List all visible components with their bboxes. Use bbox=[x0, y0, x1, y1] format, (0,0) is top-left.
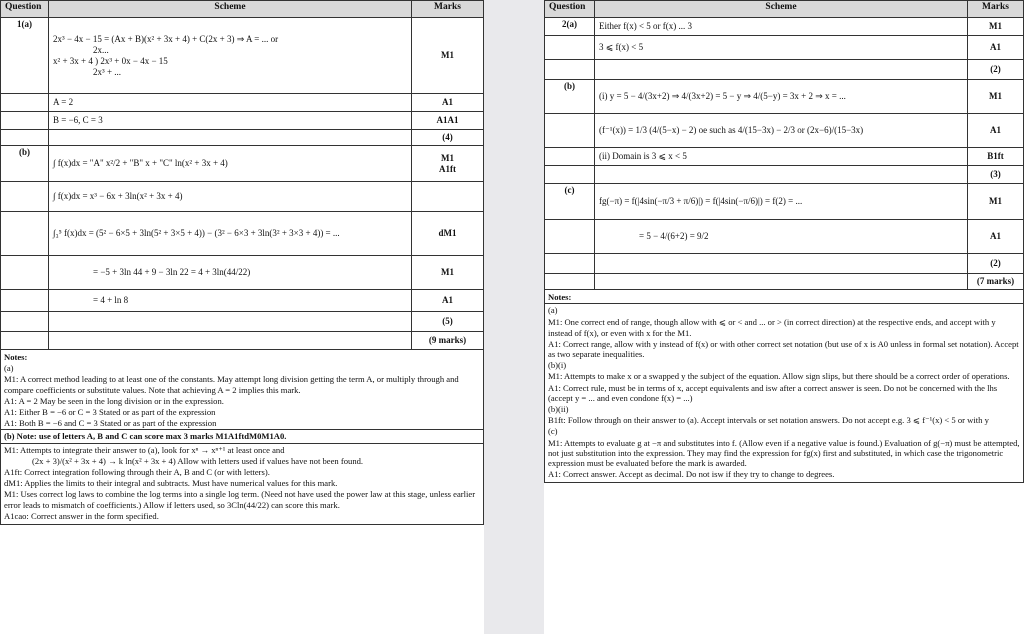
table-row bbox=[1, 18, 484, 94]
table-row bbox=[545, 220, 1024, 254]
note-paragraph: M1: Attempts to make x or a swapped y the subject of the equation. Allow sign slips, but there should be a correct order of operations. bbox=[548, 371, 1010, 382]
question-number bbox=[1, 130, 49, 146]
table-row bbox=[1, 256, 484, 290]
notes-section bbox=[544, 290, 1024, 483]
marks-cell bbox=[412, 182, 484, 212]
note-paragraph: A1ft: Correct integration following through their A, B and C (or with letters). bbox=[4, 467, 270, 478]
note-paragraph: (2x + 3)/(x² + 3x + 4) → k ln(x² + 3x + 4) Allow with letters used if values have not been found. bbox=[32, 455, 364, 466]
note-paragraph: A1: Correct answer. Accept as decimal. Do not isw if they try to change to degrees. bbox=[548, 469, 835, 480]
note-paragraph: (a) bbox=[4, 363, 14, 374]
marks-cell: (3) bbox=[968, 166, 1024, 184]
note-paragraph: A1cao: Correct answer in the form specified. bbox=[4, 510, 159, 521]
scheme-cell bbox=[49, 112, 412, 130]
marks-cell: (2) bbox=[968, 254, 1024, 274]
marks-cell: M1 bbox=[968, 18, 1024, 36]
table-row bbox=[545, 36, 1024, 60]
table-header-row bbox=[1, 1, 484, 18]
note-paragraph: (b)(ii) bbox=[548, 404, 569, 415]
scheme-cell bbox=[49, 18, 412, 94]
scheme-line: ∫₃⁵ f(x)dx = (5² − 6×5 + 3ln(5² + 3×5 + 4)) − (3² − 6×3 + 3ln(3² + 3×3 + 4)) = ... bbox=[53, 228, 340, 238]
scheme-cell bbox=[595, 254, 968, 274]
note-paragraph: B1ft: Follow through on their answer to (a). Accept intervals or set notation answers. Do not accept e.g. 3 ⩽ f⁻¹(x) < 5 or with y bbox=[548, 415, 989, 426]
question-number: (b) bbox=[1, 146, 49, 182]
scheme-cell bbox=[49, 290, 412, 312]
question-number bbox=[545, 274, 595, 290]
question-number bbox=[545, 114, 595, 148]
note-paragraph: A1: Both B = −6 and C = 3 Stated or as part of the expression bbox=[4, 418, 217, 429]
scheme-line: fg(−π) = f(|4sin(−π/3 + π/6)|) = f(|4sin(−π/6)|) = f(2) = ... bbox=[599, 196, 803, 206]
question-header: Question bbox=[545, 1, 595, 18]
right-page bbox=[544, 0, 1024, 634]
scheme-cell bbox=[49, 312, 412, 332]
scheme-cell bbox=[595, 220, 968, 254]
table-row bbox=[545, 18, 1024, 36]
scheme-line: = −5 + 3ln 44 + 9 − 3ln 22 = 4 + 3ln(44/22) bbox=[93, 267, 251, 277]
scheme-header: Scheme bbox=[49, 1, 412, 18]
question-number bbox=[1, 212, 49, 256]
question-number bbox=[545, 60, 595, 80]
scheme-cell bbox=[595, 184, 968, 220]
marks-cell: A1 bbox=[412, 290, 484, 312]
note-paragraph: A1: Correct range, allow with y instead of f(x) or with other correct set notation (but use of x is A0 unless in formal set notation). Accept as two separate inequalities. bbox=[548, 338, 1019, 360]
note-paragraph: M1: Attempts to integrate their answer to (a), look for xⁿ → xⁿ⁺¹ at least once and bbox=[4, 444, 285, 455]
scheme-cell bbox=[49, 256, 412, 290]
scheme-line: = 4 + ln 8 bbox=[93, 295, 129, 305]
table-row bbox=[545, 114, 1024, 148]
table-row bbox=[1, 112, 484, 130]
question-number bbox=[1, 182, 49, 212]
marks-cell: dM1 bbox=[412, 212, 484, 256]
note-paragraph: (a) bbox=[545, 303, 1023, 316]
note-paragraph: M1: Attempts to evaluate g at −π and substitutes into f. (Allow even if a negative value is found.) Evaluation of g(−π) must be attempted, not just substitution into the expression. They may find the expression for fg(x) first and substituted, in which case the trigonometric expression must be evaluated before the mark is awarded. bbox=[548, 437, 1020, 469]
table-header-row bbox=[545, 1, 1024, 18]
question-number bbox=[1, 256, 49, 290]
table-row bbox=[1, 130, 484, 146]
question-number bbox=[545, 36, 595, 60]
scheme-line: (f⁻¹(x)) = 1/3 (4/(5−x) − 2) oe such as 4/(15−3x) − 2/3 or (2x−6)/(15−3x) bbox=[599, 125, 864, 135]
scheme-cell bbox=[595, 36, 968, 60]
scheme-line: (ii) Domain is 3 ⩽ x < 5 bbox=[599, 151, 687, 161]
question-number: (b) bbox=[545, 80, 595, 114]
marks-cell: (7 marks) bbox=[968, 274, 1024, 290]
question-number: (c) bbox=[545, 184, 595, 220]
table-row bbox=[545, 184, 1024, 220]
scheme-line: = 5 − 4/(6+2) = 9/2 bbox=[639, 231, 709, 241]
scheme-line: ∫ f(x)dx = "A" x²/2 + "B" x + "C" ln(x² + 3x + 4) bbox=[53, 158, 228, 168]
question-number: 2(a) bbox=[545, 18, 595, 36]
scheme-line: x² + 3x + 4 ) 2x³ + 0x − 4x − 15 bbox=[53, 55, 168, 66]
scheme-line: Either f(x) < 5 or f(x) ... 3 bbox=[599, 21, 693, 31]
scheme-cell bbox=[49, 94, 412, 112]
scheme-cell bbox=[595, 18, 968, 36]
marks-cell: A1 bbox=[968, 36, 1024, 60]
scheme-line: 3 ⩽ f(x) < 5 bbox=[599, 42, 644, 52]
table-row bbox=[545, 60, 1024, 80]
table-row bbox=[1, 212, 484, 256]
table-body bbox=[1, 18, 484, 350]
note-paragraph: M1: One correct end of range, though allow with ⩽ or < and ... or > (in correct direction) at the respective ends, and accept with y instead of f(x), or even with x for the M1. bbox=[548, 317, 996, 338]
table-row bbox=[545, 148, 1024, 166]
scheme-cell bbox=[49, 130, 412, 146]
question-number bbox=[545, 148, 595, 166]
scheme-line: 2x... bbox=[93, 44, 109, 55]
table-row bbox=[545, 274, 1024, 290]
marks-cell: A1 bbox=[968, 220, 1024, 254]
table-row bbox=[1, 332, 484, 350]
scheme-cell bbox=[49, 182, 412, 212]
marks-cell: (5) bbox=[412, 312, 484, 332]
question-number bbox=[545, 166, 595, 184]
scheme-line: 2x³ − 4x − 15 = (Ax + B)(x² + 3x + 4) + C(2x + 3) ⇒ A = ... or bbox=[53, 33, 279, 44]
note-paragraph: (b) Note: use of letters A, B and C can score max 3 marks M1A1ftdM0M1A0. bbox=[1, 429, 483, 443]
note-paragraph: (c) bbox=[548, 426, 558, 437]
marks-cell: (4) bbox=[412, 130, 484, 146]
scheme-cell bbox=[49, 146, 412, 182]
table-row bbox=[1, 146, 484, 182]
marks-cell: M1 A1ft bbox=[412, 146, 484, 182]
note-paragraph: A1: A = 2 May be seen in the long division or in the expression. bbox=[4, 395, 224, 406]
note-paragraph: dM1: Applies the limits to their integral and subtracts. Must have numerical values for this mark. bbox=[4, 478, 338, 489]
marks-cell: M1 bbox=[968, 80, 1024, 114]
marks-cell: M1 bbox=[412, 256, 484, 290]
table-row bbox=[1, 290, 484, 312]
scheme-line: ∫ f(x)dx = x³ − 6x + 3ln(x² + 3x + 4) bbox=[53, 191, 183, 201]
question-number bbox=[1, 94, 49, 112]
marks-cell: M1 bbox=[968, 184, 1024, 220]
left-page bbox=[0, 0, 484, 634]
mark-scheme-table-q2 bbox=[544, 0, 1024, 290]
marks-cell: (2) bbox=[968, 60, 1024, 80]
note-paragraph: M1: Uses correct log laws to combine the log terms into a single log term. (Need not have used the power law at this stage, unless earlier error leads to mismatch of coefficients.) Allow if letters used, so 3Cln(44/22) can score this mark. bbox=[4, 489, 476, 510]
notes-heading: Notes: bbox=[548, 292, 572, 302]
question-header: Question bbox=[1, 1, 49, 18]
question-number bbox=[1, 312, 49, 332]
question-number bbox=[1, 332, 49, 350]
scheme-cell bbox=[49, 332, 412, 350]
notes-section bbox=[0, 350, 484, 525]
marks-cell: M1 bbox=[412, 18, 484, 94]
scheme-line: B = −6, C = 3 bbox=[53, 115, 103, 125]
scheme-cell bbox=[595, 148, 968, 166]
table-row bbox=[545, 166, 1024, 184]
scheme-cell bbox=[49, 212, 412, 256]
table-row bbox=[1, 312, 484, 332]
scheme-line: (i) y = 5 − 4/(3x+2) ⇒ 4/(3x+2) = 5 − y ⇒ 4/(5−y) = 3x + 2 ⇒ x = ... bbox=[599, 91, 846, 101]
scheme-cell bbox=[595, 60, 968, 80]
mark-scheme-table-q1 bbox=[0, 0, 484, 350]
note-paragraph: A1: Correct rule, must be in terms of x, accept equivalents and isw after a correct answer is seen. Do not be concerned with the lhs (accept y = ... and even condone f(x) = ...) bbox=[548, 382, 998, 403]
question-number bbox=[545, 220, 595, 254]
question-number bbox=[1, 112, 49, 130]
question-number: 1(a) bbox=[1, 18, 49, 94]
marks-cell: A1A1 bbox=[412, 112, 484, 130]
marks-header: Marks bbox=[968, 1, 1024, 18]
table-row bbox=[1, 182, 484, 212]
note-paragraph: M1: A correct method leading to at least one of the constants. May attempt long division getting the term A, or multiply through and compare coefficients or substitute values. Note that achieving A = 2 implies this mark. bbox=[4, 374, 459, 395]
marks-cell: (9 marks) bbox=[412, 332, 484, 350]
marks-cell: A1 bbox=[412, 94, 484, 112]
scheme-cell bbox=[595, 274, 968, 290]
question-number bbox=[1, 290, 49, 312]
marks-cell: B1ft bbox=[968, 148, 1024, 166]
scheme-cell bbox=[595, 166, 968, 184]
marks-cell: A1 bbox=[968, 114, 1024, 148]
scheme-header: Scheme bbox=[595, 1, 968, 18]
note-paragraph: (b)(i) bbox=[548, 360, 567, 371]
scheme-line: A = 2 bbox=[53, 97, 74, 107]
scheme-cell bbox=[595, 114, 968, 148]
marks-header: Marks bbox=[412, 1, 484, 18]
scheme-line: 2x³ + ... bbox=[93, 66, 122, 77]
question-number bbox=[545, 254, 595, 274]
table-row bbox=[1, 94, 484, 112]
table-row bbox=[545, 80, 1024, 114]
table-body bbox=[545, 18, 1024, 290]
note-paragraph: A1: Either B = −6 or C = 3 Stated or as part of the expression bbox=[4, 407, 216, 418]
scheme-cell bbox=[595, 80, 968, 114]
table-row bbox=[545, 254, 1024, 274]
notes-heading: Notes: bbox=[4, 352, 28, 362]
